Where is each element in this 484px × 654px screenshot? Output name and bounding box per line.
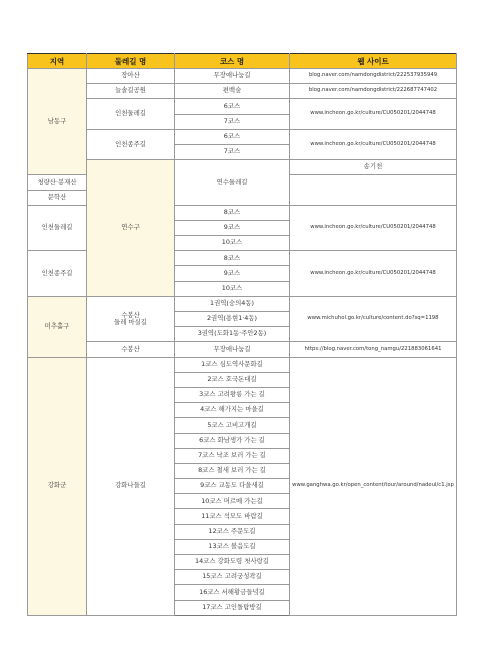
route-cell: 연수둘레길 — [175, 160, 290, 206]
course-cell: 6코스 화남생가 가는 길 — [175, 433, 290, 448]
course-cell: 무장애나눔길 — [175, 342, 290, 357]
course-cell: 11코스 석모도 바람길 — [175, 509, 290, 524]
region-cell: 미추홀구 — [28, 296, 87, 357]
course-cell: 15코스 고려궁성곽길 — [175, 570, 290, 585]
course-cell: 9코스 교동도 다을새길 — [175, 479, 290, 494]
course-cell: 3코스 고려왕릉 가는 길 — [175, 387, 290, 402]
table-row — [28, 296, 457, 311]
course-cell: 7코스 — [175, 144, 290, 159]
course-cell: 10코스 머르메 가는길 — [175, 494, 290, 509]
course-cell: 1권역(숭의4동) — [175, 296, 290, 311]
table-row — [28, 99, 457, 114]
table-header-row — [28, 54, 457, 69]
course-cell: 무장애나눔길 — [175, 69, 290, 84]
route-cell: 인천종주길 — [28, 251, 87, 297]
route-cell: 인천종주길 — [87, 129, 175, 159]
course-cell: 8코스 — [175, 251, 290, 266]
table-row — [28, 342, 457, 357]
course-cell: 송기천 — [290, 160, 457, 175]
header-website: 웹 사이트 — [290, 54, 457, 69]
course-cell: 문학산 — [28, 190, 87, 205]
course-cell: 13코스 볼음도길 — [175, 539, 290, 554]
course-cell: 4코스 해가지는 마을길 — [175, 403, 290, 418]
course-cell: 8코스 철새 보러 가는 길 — [175, 463, 290, 478]
course-cell: 6코스 — [175, 99, 290, 114]
course-cell: 8코스 — [175, 205, 290, 220]
website-cell: blog.naver.com/namdongdistrict/222537935949 — [290, 69, 457, 84]
course-cell: 3권역(도화1동·주안2동) — [175, 327, 290, 342]
course-cell: 청량산·봉재산 — [28, 175, 87, 190]
course-cell: 9코스 — [175, 266, 290, 281]
table-row — [28, 69, 457, 84]
course-cell: 5코스 고비고개길 — [175, 418, 290, 433]
route-cell: 늘솔길공원 — [87, 84, 175, 99]
website-cell: www.incheon.go.kr/culture/CU050201/2044748 — [290, 129, 457, 159]
header-region: 지역 — [28, 54, 87, 69]
website-cell: www.ganghwa.go.kr/open_content/tour/around/nadeul/c1.jsp — [290, 357, 457, 615]
region-cell: 강화군 — [28, 357, 87, 615]
course-cell: 12코스 주문도길 — [175, 524, 290, 539]
region-cell: 연수구 — [87, 160, 175, 297]
course-cell: 편백숲 — [175, 84, 290, 99]
course-cell: 7코스 낙조 보러 가는 길 — [175, 448, 290, 463]
website-cell: www.incheon.go.kr/culture/CU050201/2044748 — [290, 205, 457, 251]
route-cell: 인천둘레길 — [28, 205, 87, 251]
website-cell: www.incheon.go.kr/culture/CU050201/2044748 — [290, 99, 457, 129]
route-cell: 수봉산 — [87, 342, 175, 357]
course-cell: 17코스 고인돌탐방길 — [175, 600, 290, 615]
table-body — [28, 69, 457, 616]
course-cell: 16코스 서해황금들녘길 — [175, 585, 290, 600]
course-cell: 6코스 — [175, 129, 290, 144]
course-cell: 10코스 — [175, 236, 290, 251]
website-cell: www.incheon.go.kr/culture/CU050201/2044748 — [290, 251, 457, 297]
trail-table-container — [27, 53, 456, 616]
website-cell: www.michuhol.go.kr/culture/content.do?sq=1198 — [290, 296, 457, 342]
course-cell: 1코스 심도역사문화길 — [175, 357, 290, 372]
course-cell: 7코스 — [175, 114, 290, 129]
table-row — [28, 357, 457, 372]
table-row — [28, 129, 457, 144]
course-cell: 14코스 강화도령 첫사랑길 — [175, 555, 290, 570]
course-cell: 2코스 호국돈대길 — [175, 372, 290, 387]
route-cell: 장아산 — [87, 69, 175, 84]
table-row — [28, 84, 457, 99]
website-cell: blog.naver.com/namdongdistrict/222687747402 — [290, 84, 457, 99]
route-cell: 수봉산 둘레 마실길 — [87, 296, 175, 342]
header-course: 코스 명 — [175, 54, 290, 69]
course-cell: 10코스 — [175, 281, 290, 296]
course-cell: 2권역(용현1·4동) — [175, 312, 290, 327]
course-cell: 9코스 — [175, 220, 290, 235]
website-cell: https://blog.naver.com/tong_namgu/221883061641 — [290, 342, 457, 357]
table-row — [28, 160, 457, 175]
route-cell: 강화나들길 — [87, 357, 175, 615]
header-route: 둘레길 명 — [87, 54, 175, 69]
trail-table — [27, 53, 457, 616]
region-cell: 남동구 — [28, 69, 87, 175]
route-cell: 인천둘레길 — [87, 99, 175, 129]
